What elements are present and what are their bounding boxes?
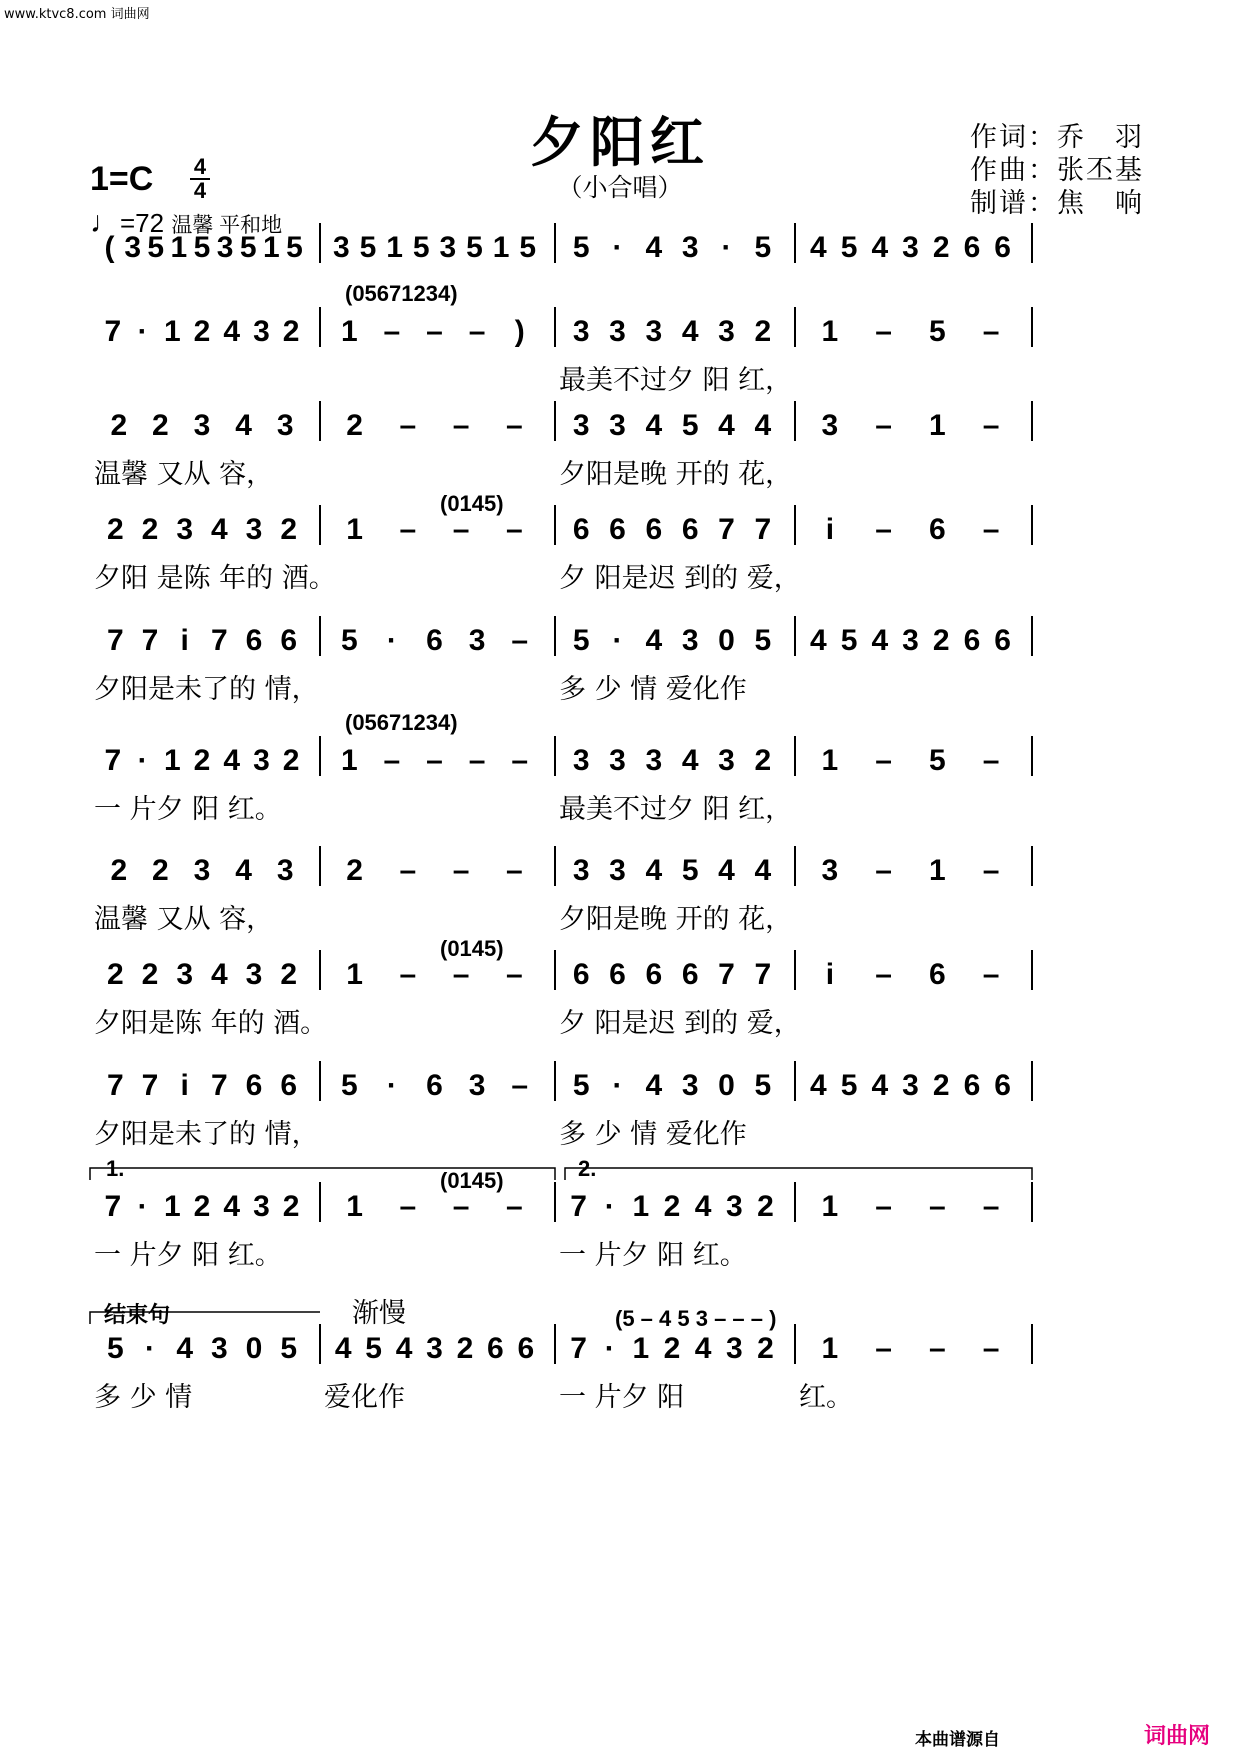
note-8-0-2: i [180,1069,189,1102]
note-3-2-1: 6 [609,513,626,546]
note-5-2-2: 3 [645,744,663,777]
note-8-2-3: 3 [681,1069,699,1102]
note-5-0-5: 3 [253,744,270,777]
site-watermark: www.ktvc8.com 词曲网 [4,7,150,22]
note-6-1-3: – [506,854,523,887]
lyric-4-0: 夕阳是未了的 情， [94,674,319,705]
note-1-1-1: – [383,315,401,348]
note-0-3-6: 6 [994,231,1011,264]
fill-in-notes-short: (0145) [440,491,504,516]
note-8-1-4: – [511,1069,529,1102]
note-0-0-6: 5 [239,231,257,264]
note-4-2-0: 5 [572,624,590,657]
coda-label: 结束句 [104,1302,171,1327]
note-10-0-3: 3 [210,1332,228,1365]
key-signature: 1=C [90,160,154,198]
note-5-2-4: 3 [718,744,735,777]
note-10-2-2: 1 [632,1332,650,1365]
note-5-0-4: 4 [223,744,241,777]
note-4-1-4: – [511,624,529,657]
note-9-1-3: – [506,1190,523,1223]
note-9-1-2: – [452,1190,470,1223]
fill-in-notes: (05671234) [345,281,458,306]
note-4-2-5: 5 [754,624,772,657]
note-4-3-1: 5 [840,624,858,657]
note-0-3-5: 6 [963,231,981,264]
note-9-2-2: 1 [632,1190,650,1223]
fill-in-notes-short: (0145) [440,1168,504,1193]
note-4-3-0: 4 [810,624,827,657]
note-1-0-1: · [137,315,148,348]
note-7-0-5: 2 [280,958,298,991]
note-10-1-6: 6 [517,1332,535,1365]
note-7-2-1: 6 [609,958,626,991]
note-1-1-2: – [426,315,443,348]
note-0-1-5: 5 [466,231,483,264]
note-2-2-1: 3 [609,409,626,442]
note-5-2-3: 4 [681,744,699,777]
note-10-2-0: 7 [570,1332,587,1365]
note-2-0-1: 2 [152,409,169,442]
lyric-2-2: 夕阳是晚 开的 花， [559,459,793,490]
volta-2-bracket [565,1168,1032,1180]
note-7-2-4: 7 [718,958,735,991]
note-0-0-4: 5 [193,231,211,264]
note-3-2-3: 6 [681,513,699,546]
note-8-1-0: 5 [340,1069,358,1102]
note-5-3-2: 5 [929,744,946,777]
fill-in-notes: (05671234) [345,710,458,735]
note-5-3-0: 1 [821,744,839,777]
note-3-1-0: 1 [346,513,363,546]
note-1-2-0: 3 [572,315,590,348]
note-5-3-1: – [875,744,892,777]
note-3-0-2: 3 [176,513,194,546]
note-5-2-5: 2 [754,744,772,777]
note-2-2-0: 3 [572,409,590,442]
note-5-0-1: · [137,744,148,777]
lyric-5-2: 最美不过夕 阳 红， [559,794,793,825]
footer-brand: 词曲网 [1143,1724,1210,1749]
note-0-3-2: 4 [871,231,889,264]
note-0-2-4: · [721,231,732,264]
note-6-3-2: 1 [929,854,946,887]
note-1-0-4: 4 [223,315,241,348]
note-1-0-3: 2 [193,315,211,348]
note-0-1-7: 5 [519,231,537,264]
note-1-0-5: 3 [253,315,270,348]
note-6-1-1: – [399,854,417,887]
note-3-1-2: – [452,513,470,546]
note-5-1-0: 1 [340,744,358,777]
note-6-2-4: 4 [718,854,735,887]
note-10-2-4: 4 [694,1332,712,1365]
note-3-3-1: – [875,513,892,546]
note-6-0-2: 3 [193,854,211,887]
note-4-3-4: 2 [932,624,950,657]
note-2-1-3: – [506,409,523,442]
note-7-2-5: 7 [754,958,772,991]
note-1-2-3: 4 [681,315,699,348]
note-8-0-1: 7 [141,1069,159,1102]
note-0-1-1: 5 [359,231,377,264]
note-0-3-1: 5 [840,231,858,264]
note-3-1-3: – [506,513,523,546]
note-8-3-5: 6 [963,1069,981,1102]
note-10-0-4: 0 [245,1332,263,1365]
note-3-3-3: – [982,513,1000,546]
note-3-0-1: 2 [141,513,159,546]
note-10-1-3: 3 [426,1332,443,1365]
note-2-1-1: – [399,409,417,442]
note-5-3-3: – [982,744,1000,777]
note-8-0-3: 7 [210,1069,228,1102]
note-1-1-0: 1 [340,315,358,348]
lyric-10-0: 多 少 情 [94,1382,193,1413]
note-6-3-3: – [982,854,1000,887]
note-8-3-6: 6 [994,1069,1011,1102]
note-1-0-0: 7 [104,315,122,348]
meter-top: 4 [193,154,207,179]
note-5-2-0: 3 [572,744,590,777]
note-7-3-0: i [825,958,835,991]
lyricist-credit: 作词：乔 羽 [970,122,1144,153]
note-10-3-3: – [982,1332,1000,1365]
note-0-1-0: 3 [332,231,350,264]
lyric-1-2: 最美不过夕 阳 红， [559,365,793,396]
expression-mark: 温馨 平和地 [171,214,283,237]
lyric-9-0: 一 片夕 阳 红。 [94,1240,282,1271]
note-2-1-0: 2 [346,409,363,442]
note-4-2-4: 0 [718,624,735,657]
note-10-3-0: 1 [821,1332,839,1365]
note-4-0-3: 7 [210,624,228,657]
note-8-1-3: 3 [468,1069,486,1102]
note-7-0-3: 4 [210,958,228,991]
note-9-0-2: 1 [163,1190,181,1223]
note-0-3-0: 4 [810,231,827,264]
note-7-1-2: – [452,958,470,991]
note-4-1-2: 6 [426,624,443,657]
lyric-9-2: 一 片夕 阳 红。 [559,1240,747,1271]
note-2-0-4: 3 [276,409,294,442]
note-0-2-3: 3 [681,231,699,264]
note-1-0-6: 2 [282,315,300,348]
note-6-0-4: 3 [276,854,294,887]
note-10-1-4: 2 [456,1332,474,1365]
note-4-0-1: 7 [141,624,159,657]
note-6-0-3: 4 [235,854,252,887]
note-5-2-1: 3 [609,744,626,777]
note-9-2-1: · [604,1190,615,1223]
note-2-2-3: 5 [681,409,699,442]
note-5-0-6: 2 [282,744,300,777]
note-0-0-7: 1 [262,231,280,264]
note-9-3-1: – [875,1190,892,1223]
note-4-0-5: 6 [280,624,298,657]
note-0-0-1: 3 [124,231,142,264]
note-2-3-2: 1 [929,409,946,442]
note-3-1-1: – [399,513,417,546]
note-9-3-2: – [929,1190,946,1223]
note-8-0-0: 7 [106,1069,124,1102]
note-2-2-5: 4 [754,409,772,442]
note-0-3-4: 2 [932,231,950,264]
note-7-2-3: 6 [681,958,699,991]
note-8-2-4: 0 [718,1069,735,1102]
note-5-1-1: – [383,744,401,777]
note-10-0-1: · [145,1332,155,1365]
note-6-3-0: 3 [821,854,839,887]
note-0-0-8: 5 [286,231,303,264]
note-7-2-2: 6 [645,958,663,991]
tempo-value: =72 [120,208,165,238]
note-8-0-5: 6 [280,1069,298,1102]
note-5-0-2: 1 [163,744,181,777]
note-7-3-3: – [982,958,1000,991]
lyric-8-0: 夕阳是未了的 情， [94,1119,319,1150]
note-0-2-5: 5 [754,231,772,264]
note-1-3-3: – [982,315,1000,348]
note-4-0-2: i [180,624,189,657]
transcriber-credit: 制谱：焦 响 [970,188,1144,219]
note-2-3-0: 3 [821,409,839,442]
note-6-2-0: 3 [572,854,590,887]
note-8-3-2: 4 [871,1069,889,1102]
note-4-3-3: 3 [902,624,919,657]
note-0-2-1: · [612,231,623,264]
note-6-1-2: – [452,854,470,887]
note-7-1-1: – [399,958,417,991]
note-0-2-0: 5 [572,231,590,264]
note-6-3-1: – [875,854,892,887]
note-8-3-4: 2 [932,1069,950,1102]
note-9-2-5: 3 [725,1190,743,1223]
note-10-1-2: 4 [395,1332,413,1365]
note-6-1-0: 2 [346,854,363,887]
note-0-2-2: 4 [645,231,663,264]
note-4-0-4: 6 [245,624,263,657]
composer-credit: 作曲：张丕基 [970,155,1144,186]
lyric-8-2: 多 少 情 爱化作 [559,1119,747,1150]
note-8-3-3: 3 [902,1069,919,1102]
note-3-2-4: 7 [718,513,735,546]
note-2-2-2: 4 [645,409,663,442]
note-3-0-0: 2 [106,513,124,546]
note-5-0-3: 2 [193,744,211,777]
note-7-3-2: 6 [929,958,946,991]
note-6-2-1: 3 [609,854,626,887]
lyric-10-2: 一 片夕 阳 [559,1382,685,1413]
lyric-10-3: 红。 [799,1382,853,1413]
note-3-0-3: 4 [210,513,228,546]
note-2-0-0: 2 [110,409,128,442]
note-8-0-4: 6 [245,1069,263,1102]
note-10-1-5: 6 [487,1332,504,1365]
lyric-3-0: 夕阳 是陈 年的 酒。 [94,563,336,594]
note-4-0-0: 7 [106,624,124,657]
lyric-10-1: 爱化作 [324,1382,405,1413]
note-3-0-5: 2 [280,513,298,546]
note-1-3-2: 5 [929,315,946,348]
note-9-0-0: 7 [104,1190,122,1223]
footer-source: 本曲谱源自 [915,1730,1000,1750]
note-4-3-2: 4 [871,624,889,657]
note-8-2-0: 5 [572,1069,590,1102]
note-9-0-6: 2 [282,1190,300,1223]
note-8-1-1: · [386,1069,397,1102]
note-7-0-2: 3 [176,958,194,991]
note-7-1-3: – [506,958,523,991]
note-9-1-0: 1 [346,1190,363,1223]
note-7-0-4: 3 [245,958,263,991]
note-1-1-4: ) [514,315,525,348]
note-6-2-3: 5 [681,854,699,887]
note-5-1-3: – [468,744,486,777]
note-6-0-1: 2 [152,854,169,887]
note-9-0-1: · [137,1190,148,1223]
note-5-1-4: – [511,744,529,777]
note-1-3-0: 1 [821,315,839,348]
note-9-0-3: 2 [193,1190,211,1223]
note-2-2-4: 4 [718,409,735,442]
note-0-1-2: 1 [386,231,403,264]
note-9-2-6: 2 [757,1190,774,1223]
note-1-1-3: – [468,315,486,348]
note-10-1-0: 4 [334,1332,352,1365]
note-3-2-5: 7 [754,513,772,546]
note-6-2-2: 4 [645,854,663,887]
note-9-1-1: – [399,1190,417,1223]
note-7-2-0: 6 [572,958,590,991]
note-1-2-2: 3 [645,315,663,348]
note-0-1-6: 1 [492,231,510,264]
note-8-1-2: 6 [426,1069,443,1102]
note-10-0-0: 5 [106,1332,124,1365]
note-4-2-3: 3 [681,624,699,657]
note-5-1-2: – [426,744,443,777]
note-2-0-2: 3 [193,409,211,442]
song-subtitle: （小合唱） [557,173,683,202]
note-4-2-2: 4 [645,624,663,657]
lyric-3-2: 夕 阳是迟 到的 爱， [559,563,801,594]
note-1-2-5: 2 [754,315,772,348]
note-4-3-6: 6 [994,624,1011,657]
note-3-0-4: 3 [245,513,263,546]
note-0-1-3: 5 [412,231,430,264]
note-1-0-2: 1 [163,315,181,348]
lyric-5-0: 一 片夕 阳 红。 [94,794,282,825]
note-7-0-0: 2 [106,958,124,991]
note-4-3-5: 6 [963,624,981,657]
note-0-0-5: 3 [216,231,234,264]
note-3-2-2: 6 [645,513,663,546]
note-0-1-4: 3 [439,231,457,264]
note-0-0-0: ( [104,231,115,264]
note-9-3-0: 1 [821,1190,839,1223]
note-1-2-1: 3 [609,315,626,348]
note-4-1-3: 3 [468,624,486,657]
note-7-1-0: 1 [346,958,363,991]
meter-bottom: 4 [193,178,207,203]
note-8-3-1: 5 [840,1069,858,1102]
note-9-3-3: – [982,1190,1000,1223]
volta-1: 1. [106,1156,125,1181]
note-1-3-1: – [875,315,892,348]
note-10-0-2: 4 [176,1332,194,1365]
note-3-3-0: i [825,513,835,546]
note-7-0-1: 2 [141,958,159,991]
lyric-6-0: 温馨 又从 容， [94,904,274,935]
note-9-2-0: 7 [570,1190,587,1223]
fill-in-notes-short: (0145) [440,936,504,961]
note-10-1-1: 5 [365,1332,382,1365]
note-10-2-1: · [604,1332,615,1365]
note-1-2-4: 3 [718,315,735,348]
lyric-6-2: 夕阳是晚 开的 花， [559,904,793,935]
note-9-0-5: 3 [253,1190,270,1223]
lyric-7-0: 夕阳是陈 年的 酒。 [94,1008,328,1039]
note-6-0-0: 2 [110,854,128,887]
note-4-1-1: · [386,624,397,657]
lyric-4-2: 多 少 情 爱化作 [559,674,747,705]
note-10-3-1: – [875,1332,892,1365]
lyric-7-2: 夕 阳是迟 到的 爱， [559,1008,801,1039]
note-9-2-4: 4 [694,1190,712,1223]
quarter-note-icon: ♩ [90,206,120,239]
note-10-3-2: – [929,1332,946,1365]
note-2-1-2: – [452,409,470,442]
volta-2: 2. [578,1156,597,1181]
upper-voice: (5 – 4 5 3 – – – ) [615,1306,777,1331]
note-4-1-0: 5 [340,624,358,657]
note-10-2-6: 2 [757,1332,774,1365]
note-10-0-5: 5 [280,1332,298,1365]
note-6-2-5: 4 [754,854,772,887]
song-title: 夕阳红 [530,110,710,174]
note-4-2-1: · [612,624,623,657]
note-2-3-3: – [982,409,1000,442]
note-0-0-2: 5 [147,231,165,264]
note-8-2-2: 4 [645,1069,663,1102]
note-3-3-2: 6 [929,513,946,546]
note-8-2-5: 5 [754,1069,772,1102]
note-8-2-1: · [612,1069,623,1102]
note-9-0-4: 4 [223,1190,241,1223]
note-5-0-0: 7 [104,744,122,777]
note-2-3-1: – [875,409,892,442]
lyric-2-0: 温馨 又从 容， [94,459,274,490]
ritardando-mark: 渐慢 [352,1298,406,1329]
note-2-0-3: 4 [235,409,252,442]
note-7-3-1: – [875,958,892,991]
note-3-2-0: 6 [572,513,590,546]
note-0-0-3: 1 [170,231,188,264]
note-9-2-3: 2 [663,1190,681,1223]
note-8-3-0: 4 [810,1069,827,1102]
note-0-3-3: 3 [902,231,919,264]
note-10-2-3: 2 [663,1332,681,1365]
note-10-2-5: 3 [725,1332,743,1365]
